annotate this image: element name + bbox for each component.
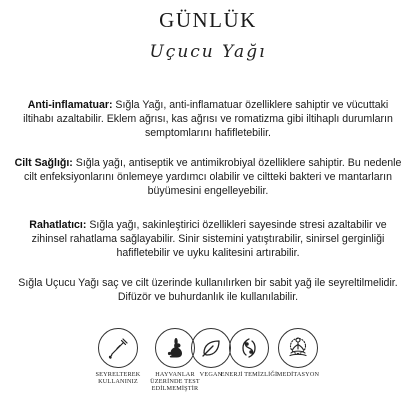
- usage-notes: [14, 276, 402, 304]
- feature-icons-row: [0, 328, 416, 408]
- usage-line-diffuser: Difüzör ve buhurdanlık ile kullanılabilir.: [117, 291, 299, 303]
- usage-line-dilute: Sığla Uçucu Yağı saç ve cilt üzerinde kullanılırken bir sabit yağ ile seyreltilmelidir.: [18, 277, 398, 289]
- dropper-icon: [105, 335, 131, 361]
- feature-label: VEGAN: [199, 371, 223, 378]
- section-heading: Rahatlatıcı:: [29, 219, 87, 231]
- section-text: Sığla yağı, antiseptik ve antimikrobiyal özelliklere sahiptir. Bu nedenle cilt enfeksiyonlarını önlemeye yardımcı olabilir ve ciltteki bakteri ve mantarların büyümesini engelleyebilir.: [24, 157, 402, 197]
- section-text: Sığla yağı, sakinleştirici özellikleri sayesinde stresi azaltabilir ve zihinsel rahatlama sağlayabilir. Sinir sistemini yatıştırabilir, sinirsel gerginliği hafifletebilir ve uyku kalitesini artırabilir.: [31, 219, 387, 259]
- energy-icon: [236, 335, 262, 361]
- brand-title: GÜNLÜK: [159, 8, 257, 32]
- section-anti-inflammatory: [14, 98, 402, 140]
- meditation-icon: [285, 335, 311, 361]
- section-text: Sığla Yağı, anti-inflamatuar özelliklere sahiptir ve vücuttaki iltihabı azaltabilir. Eklem ağrısı, kas ağrısı ve romatizma gibi iltihaplı durumların semptomlarını hafifletebilir.: [23, 99, 393, 139]
- section-relaxing: [14, 218, 402, 260]
- section-heading: Anti-inflamatuar:: [27, 99, 113, 111]
- product-subtitle: Uçucu Yağı: [149, 42, 267, 62]
- feature-label: ENERJİ TEMİZLİĞİ: [220, 371, 278, 378]
- feature-label: SEYRELTEREK KULLANINIZ: [95, 371, 141, 385]
- section-heading: Cilt Sağlığı:: [14, 157, 73, 169]
- feature-label: HAYVANLAR ÜZERİNDE TEST EDİLMEMİŞTİR: [150, 371, 200, 392]
- section-skin-health: [14, 156, 402, 198]
- feature-meditation: [263, 328, 333, 378]
- feature-label: MEDİTASYON: [276, 371, 320, 378]
